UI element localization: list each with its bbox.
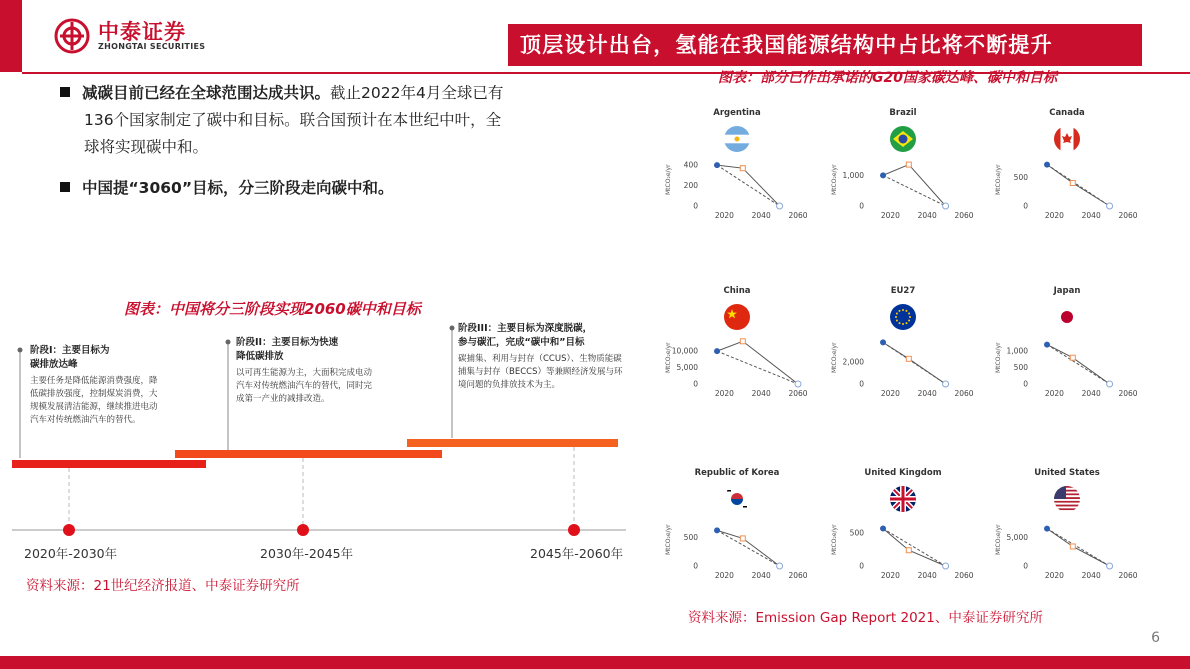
linear-path-line (717, 530, 780, 566)
stage-3-title-line2: 参与碳汇，完成“碳中和”目标 (458, 337, 585, 348)
y-tick-label: 0 (1023, 379, 1028, 389)
emissions-chart (990, 332, 1150, 402)
x-tick-label: 2040 (917, 389, 937, 398)
x-tick-label: 2040 (917, 211, 937, 220)
country-name: Canada (1049, 108, 1085, 118)
country-panel-argentina (660, 108, 820, 218)
y-tick-label: 500 (1013, 363, 1028, 373)
x-tick-label: 2020 (1044, 389, 1064, 398)
y-tick-label: 0 (859, 561, 864, 571)
y-tick-label: 0 (693, 201, 698, 211)
start-point (880, 526, 886, 532)
neutral-point (943, 381, 949, 387)
logo-text-en: ZHONGTAI SECURITIES (98, 42, 206, 51)
start-point (714, 162, 720, 168)
korea-flag-icon (724, 486, 750, 512)
country-name: Argentina (713, 108, 761, 118)
stage-2-desc: 以可再生能源为主，大面积完成电动汽车对传统燃油汽车的替代，同时完成第一产业的减排改造。 (236, 368, 373, 404)
country-panel-japan (990, 286, 1150, 396)
target-point (906, 548, 911, 553)
y-tick-label: 400 (683, 160, 698, 170)
y-axis-label: MtCO₂e/yr (995, 524, 1002, 555)
y-tick-label: 0 (693, 561, 698, 571)
date-label-2: 2030年-2045年 (260, 546, 354, 561)
emissions-chart (990, 514, 1150, 584)
stage1-bar (12, 460, 206, 468)
country-panel-brazil (826, 108, 986, 218)
linear-path-line (883, 175, 946, 206)
y-axis-label: MtCO₂e/yr (831, 342, 838, 373)
bullet-square-icon (60, 182, 70, 192)
x-tick-label: 2060 (1118, 571, 1138, 580)
stage-3-desc: 碳捕集、利用与封存（CCUS）、生物质能碳捕集与封存（BECCS）等兼顾经济发展与环境问题的负排放技术为主。 (458, 354, 623, 390)
x-tick-label: 2060 (954, 211, 974, 220)
country-panel-korea (660, 468, 820, 578)
x-tick-label: 2060 (788, 389, 808, 398)
y-tick-label: 10,000 (671, 346, 698, 356)
y-tick-label: 1,000 (1006, 346, 1028, 356)
bullet-text: 截止2022年4月全球已有 (330, 84, 504, 102)
x-tick-label: 2040 (1081, 571, 1101, 580)
y-tick-label: 1,000 (842, 170, 864, 180)
neutral-point (943, 563, 949, 569)
y-axis-label: MtCO₂e/yr (665, 342, 672, 373)
start-point (714, 348, 720, 354)
neutral-point (1107, 563, 1113, 569)
stage-2 (236, 336, 376, 406)
country-name: Japan (1053, 286, 1081, 296)
us-flag-icon (1054, 486, 1080, 512)
y-tick-label: 5,000 (676, 363, 698, 373)
pledge-path-line (717, 341, 798, 384)
target-point (740, 536, 745, 541)
country-name: China (723, 286, 751, 296)
eu-flag-icon (890, 304, 916, 330)
uk-flag-icon (890, 486, 916, 512)
bullet-text-line2: 136个国家制定了碳中和目标。联合国预计在本世纪中叶，全 (84, 111, 502, 129)
stage-2-title-line2: 降低碳排放 (236, 351, 284, 362)
emissions-chart (660, 514, 820, 584)
target-point (740, 339, 745, 344)
y-tick-label: 500 (849, 528, 864, 538)
country-panel-us (990, 468, 1150, 578)
three-stage-timeline (0, 320, 640, 570)
header-accent-bar (0, 0, 22, 72)
y-tick-label: 200 (683, 181, 698, 191)
x-tick-label: 2040 (751, 389, 771, 398)
date-label-1: 2020年-2030年 (24, 546, 118, 561)
stage2-stem-dot (226, 340, 231, 345)
x-tick-label: 2060 (954, 389, 974, 398)
x-tick-label: 2020 (714, 571, 734, 580)
start-point (880, 339, 886, 345)
right-figure-title: 图表：部分已作出承诺的G20国家碳达峰、碳中和目标 (718, 70, 1057, 86)
emissions-chart (826, 514, 986, 584)
x-tick-label: 2020 (880, 571, 900, 580)
neutral-point (777, 203, 783, 209)
emissions-chart (826, 332, 986, 402)
y-tick-label: 0 (859, 379, 864, 389)
bullet-china-3060 (60, 175, 394, 202)
x-tick-label: 2060 (954, 571, 974, 580)
neutral-point (1107, 203, 1113, 209)
x-tick-label: 2020 (880, 389, 900, 398)
x-tick-label: 2020 (1044, 571, 1064, 580)
stage-2-title: 阶段II：主要目标为快速 (236, 337, 339, 348)
y-axis-label: MtCO₂e/yr (665, 164, 672, 195)
target-point (906, 162, 911, 167)
stage3-bar (407, 439, 618, 447)
x-tick-label: 2060 (1118, 389, 1138, 398)
emissions-chart (826, 154, 986, 224)
x-tick-label: 2040 (1081, 389, 1101, 398)
y-axis-label: MtCO₂e/yr (831, 164, 838, 195)
x-tick-label: 2020 (880, 211, 900, 220)
china-flag-icon (724, 304, 750, 330)
x-tick-label: 2040 (751, 571, 771, 580)
y-tick-label: 5,000 (1006, 532, 1028, 542)
target-point (906, 356, 911, 361)
target-point (1070, 355, 1075, 360)
y-axis-label: MtCO₂e/yr (995, 342, 1002, 373)
neutral-point (777, 563, 783, 569)
brazil-flag-icon (890, 126, 916, 152)
right-source: 资料来源：Emission Gap Report 2021、中泰证券研究所 (688, 610, 1043, 626)
canada-flag-icon (1054, 126, 1080, 152)
linear-path-line (717, 165, 780, 206)
timeline-dot-2060 (568, 524, 580, 536)
date-label-3: 2045年-2060年 (530, 546, 624, 561)
y-tick-label: 500 (683, 532, 698, 542)
target-point (1070, 181, 1075, 186)
start-point (714, 527, 720, 533)
start-point (880, 172, 886, 178)
x-tick-label: 2060 (788, 211, 808, 220)
country-name: EU27 (890, 286, 916, 296)
emissions-chart (990, 154, 1150, 224)
footer-bar (0, 656, 1190, 669)
country-name: Brazil (889, 108, 917, 118)
linear-path-line (717, 351, 798, 384)
y-axis-label: MtCO₂e/yr (831, 524, 838, 555)
stage-1-desc: 主要任务是降低能源消费强度，降低碳排放强度，控制煤炭消费，大规模发展清洁能源，继续推进电动汽车对传统燃油汽车的替代。 (30, 376, 158, 425)
x-tick-label: 2040 (1081, 211, 1101, 220)
start-point (1044, 526, 1050, 532)
country-panel-uk (826, 468, 986, 578)
stage-3 (458, 322, 628, 392)
linear-path-line (1047, 345, 1110, 384)
country-name: Republic of Korea (694, 468, 780, 478)
x-tick-label: 2020 (714, 389, 734, 398)
x-tick-label: 2060 (788, 571, 808, 580)
timeline-dot-2045 (297, 524, 309, 536)
stage3-stem-dot (450, 326, 455, 331)
x-tick-label: 2040 (751, 211, 771, 220)
bullet-text-line3: 球将实现碳中和。 (84, 138, 209, 156)
y-axis-label: MtCO₂e/yr (665, 524, 672, 555)
bullet-bold-text: 减碳目前已经在全球范围达成共识。 (82, 84, 331, 102)
y-tick-label: 0 (859, 201, 864, 211)
x-tick-label: 2020 (1044, 211, 1064, 220)
country-panel-china (660, 286, 820, 396)
start-point (1044, 342, 1050, 348)
country-panel-canada (990, 108, 1150, 218)
y-tick-label: 0 (1023, 561, 1028, 571)
left-figure-title: 图表：中国将分三阶段实现2060碳中和目标 (124, 300, 421, 318)
country-name: United States (1034, 468, 1100, 478)
target-point (740, 166, 745, 171)
linear-path-line (1047, 529, 1110, 566)
neutral-point (1107, 381, 1113, 387)
stage2-bar (175, 450, 442, 458)
x-tick-label: 2040 (917, 571, 937, 580)
left-source: 资料来源：21世纪经济报道、中泰证券研究所 (26, 578, 300, 594)
y-tick-label: 2,000 (842, 357, 864, 367)
stage-1 (30, 344, 160, 427)
x-tick-label: 2020 (714, 211, 734, 220)
emissions-chart (660, 154, 820, 224)
stage-1-title: 阶段I：主要目标为 (30, 345, 110, 356)
y-axis-label: MtCO₂e/yr (995, 164, 1002, 195)
page-title: 顶层设计出台，氢能在我国能源结构中占比将不断提升 (508, 24, 1142, 66)
page-number: 6 (1151, 630, 1160, 646)
japan-flag-icon (1054, 304, 1080, 330)
start-point (1044, 162, 1050, 168)
pledge-path-line (883, 342, 946, 384)
emissions-chart (660, 332, 820, 402)
stage-3-title: 阶段III：主要目标为深度脱碳， (458, 323, 593, 334)
target-point (1070, 544, 1075, 549)
y-tick-label: 0 (693, 379, 698, 389)
stage-1-title-line2: 碳排放达峰 (30, 359, 78, 370)
neutral-point (795, 381, 801, 387)
bullet-bold-text: 中国提“3060”目标，分三阶段走向碳中和。 (82, 179, 394, 197)
argentina-flag-icon (724, 126, 750, 152)
country-name: United Kingdom (864, 468, 942, 478)
zhongtai-logo-icon (54, 18, 90, 54)
bullet-square-icon (60, 87, 70, 97)
neutral-point (943, 203, 949, 209)
bullet-carbon-consensus (60, 80, 620, 161)
company-logo (54, 14, 224, 58)
y-tick-label: 0 (1023, 201, 1028, 211)
pledge-path-line (883, 165, 946, 206)
stage1-stem-dot (18, 348, 23, 353)
x-tick-label: 2060 (1118, 211, 1138, 220)
country-panel-eu (826, 286, 986, 396)
y-tick-label: 500 (1013, 172, 1028, 182)
logo-text-cn: 中泰证券 (98, 20, 186, 44)
linear-path-line (883, 529, 946, 566)
timeline-dot-2030 (63, 524, 75, 536)
